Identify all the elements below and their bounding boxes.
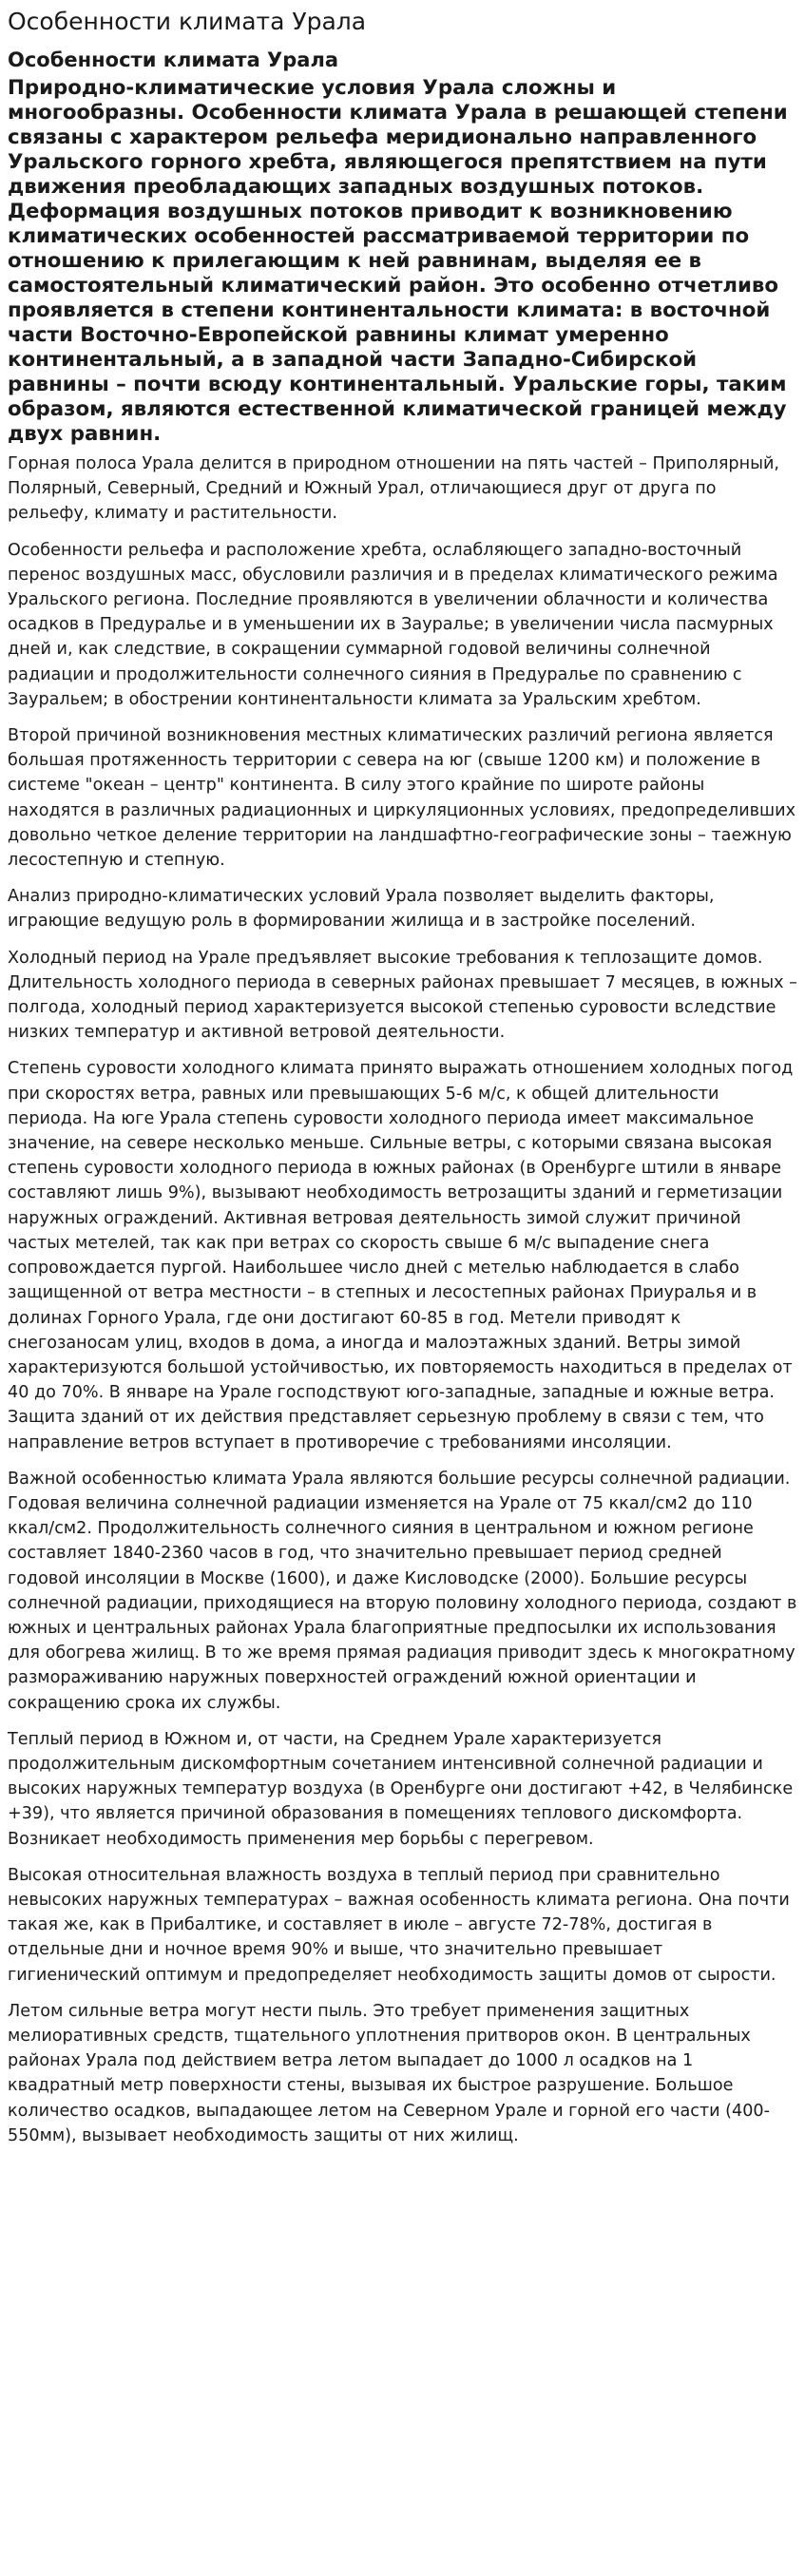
lead-paragraph: Природно-климатические условия Урала сложны и многообразны. Особенности климата Урала в решающей степени связаны с характером рельефа меридионально направленного Уральского горного хребта, являющегося препятствием на пути движения преобладающих западных воздушных потоков. Деформация воздушных потоков приводит к возникновению климатических особенностей рассматриваемой территории по отношению к прилегающим к ней равнинам, выделяя ее в самостоятельный климатический район. Это особенно отчетливо проявляется в степени континентальности климата: в восточной части Восточно-Европейской равнины климат умеренно континентальный, а в западной части Западно-Сибирской равнины – почти всюду континентальный. Уральские горы, таким образом, являются естественной климатической границей между двух равнин. [8,76,788,446]
paragraph-8: Теплый период в Южном и, от части, на Среднем Урале характеризуется продолжительным дискомфортным сочетанием интенсивной солнечной радиации и высоких наружных температур воздуха (в Оренбурге они достигают +42, в Челябинске +39), что является причиной образования в помещениях теплового дискомфорта. Возникает необходимость применения мер борьбы с перегревом. [8,1729,794,1849]
paragraph-2: Особенности рельефа и расположение хребта, ослабляющего западно-восточный перенос воздушных масс, обусловили различия и в пределах климатического режима Уральского региона. Последние проявляются в увеличении облачности и количества осадков в Предуралье и в уменьшении их в Зауралье; в увеличении числа пасмурных дней и, как следствие, в сокращении суммарной годовой величины солнечной радиации и продолжительности солнечного сияния в Предуралье по сравнению с Зауральем; в обострении континентальности климата за Уральским хребтом. [8,540,778,709]
paragraph-5: Холодный период на Урале предъявляет высокие требования к теплозащите домов. Длительность холодного периода в северных районах превышает 7 месяцев, в южных – полгода, холодный период характеризуется высокой степенью суровости вследствие низких температур и активной ветровой деятельности. [8,948,797,1043]
article-subtitle: Особенности климата Урала [8,48,339,71]
paragraph-9: Высокая относительная влажность воздуха в теплый период при сравнительно невысоких наружных температурах – важная особенность климата региона. Она почти такая же, как в Прибалтике, и составляет в июле – августе 72-78%, достигая в отдельные дни и ночное время 90% и выше, что значительно превышает гигиенический оптимум и предопределяет необходимость защиты домов от сырости. [8,1865,790,1985]
paragraph-1: Горная полоса Урала делится в природном отношении на пять частей – Приполярный, Полярный, Северный, Средний и Южный Урал, отличающиеся друг от друга по рельефу, климату и растительности. [8,454,779,524]
paragraph-10: Летом сильные ветра могут нести пыль. Это требует применения защитных мелиоративных средств, тщательного уплотнения притворов окон. В центральных районах Урала под действием ветра летом выпадает до 1000 л осадков на 1 квадратный метр поверхности стены, вызывая их быстрое разрушение. Большое количество осадков, выпадающее летом на Северном Урале и горной его части (400-550мм), вызывает необходимость защиты от них жилищ. [8,2001,770,2145]
paragraph-7: Важной особенностью климата Урала являются большие ресурсы солнечной радиации. Годовая величина солнечной радиации изменяется на Урале от 75 ккал/см2 до 110 ккал/см2. Продолжительность солнечного сияния в центральном и южном регионе составляет 1840-2360 часов в год, что значительно превышает период средней годовой инсоляции в Москве (1600), и даже Кисловодске (2000). Большие ресурсы солнечной радиации, приходящиеся на вторую половину холодного периода, создают в южных и центральных районах Урала благоприятные предпосылки их использования для обогрева жилищ. В то же время прямая радиация приводит здесь к многократному размораживанию наружных поверхностей ограждений южной ориентации и сокращению срока их службы. [8,1469,797,1713]
paragraph-6: Степень суровости холодного климата принято выражать отношением холодных погод при скоростях ветра, равных или превышающих 5-6 м/с, к общей длительности периода. На юге Урала степень суровости холодного периода имеет максимальное значение, на севере несколько меньше. Сильные ветры, с которыми связана высокая степень суровости холодного периода в южных районах (в Оренбурге штили в январе составляют лишь 9%), вызывают необходимость ветрозащиты зданий и герметизации наружных ограждений. Активная ветровая деятельность зимой служит причиной частых метелей, так как при ветрах со скорость свыше 6 м/с выпадение снега сопровождается пургой. Наибольшее число дней с метелью наблюдается в слабо защищенной от ветра местности – в степных и лесостепных районах Приуралья и в долинах Горного Урала, где они достигают 60-85 в год. Метели приводят к снегозаносам улиц, входов в дома, а иногда и малоэтажных зданий. Ветры зимой характеризуются большой устойчивостью, их повторяемость находиться в пределах от 40 до 70%. В январе на Урале господствуют юго-западные, западные и южные ветра. Защита зданий от их действия представляет серьезную проблему в связи с тем, что направление ветров вступает в противоречие с требованиями инсоляции. [8,1059,794,1452]
paragraph-3: Второй причиной возникновения местных климатических различий региона является большая протяженность территории с севера на юг (свыше 1200 км) и положение в системе "океан – центр" континента. В силу этого крайние по широте районы находятся в различных радиационных и циркуляционных условиях, предопределивших довольно четкое деление территории на ландшафтно-географические зоны – таежную лесостепную и степную. [8,726,795,871]
page-title: Особенности климата Урала [8,8,367,35]
paragraph-4: Анализ природно-климатических условий Урала позволяет выделить факторы, играющие ведущую роль в формировании жилища и в застройке поселений. [8,887,715,932]
